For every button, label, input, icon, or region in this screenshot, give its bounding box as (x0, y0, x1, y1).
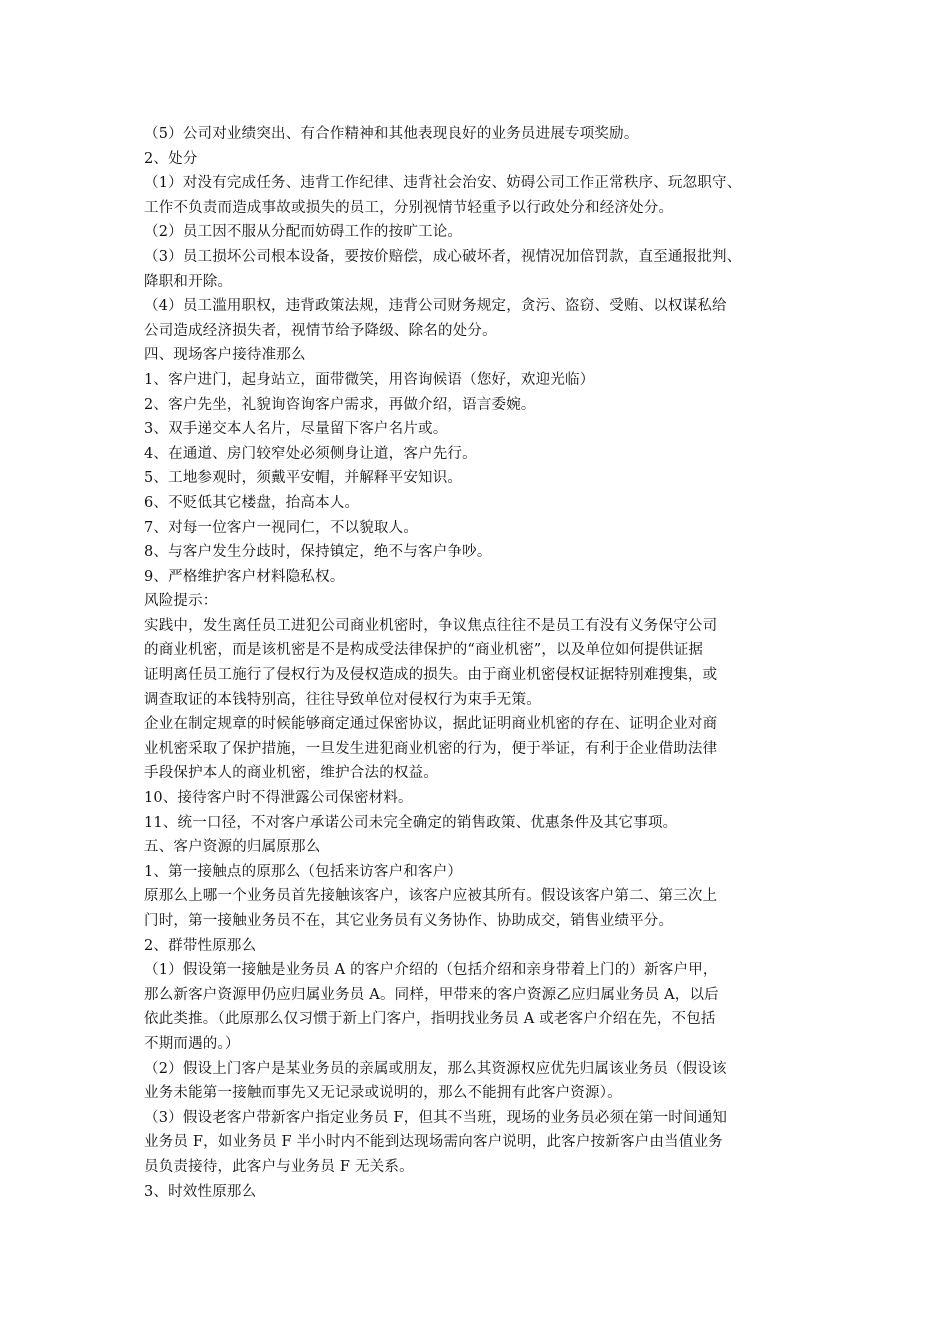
text-line: 工作不负责而造成事故或损失的员工，分别视情节轻重予以行政处分和经济处分。 (144, 199, 674, 216)
text-line: （2）假设上门客户是某业务员的亲属或朋友，那么其资源权应优先归属该业务员（假设该 (144, 1060, 727, 1077)
text-line: 10、接待客户时不得泄露公司保密材料。 (144, 790, 413, 807)
document-page (144, 122, 820, 1204)
text-line: 门时，第一接触业务员不在，其它业务员有义务协作、协助成交，销售业绩平分。 (144, 913, 674, 929)
text-line: 7、对每一位客户一视同仁，不以貌取人。 (144, 519, 419, 536)
text-line: 原那么上哪一个业务员首先接触该客户，该客户应被其所有。假设该客户第二、第三次上 (144, 888, 718, 905)
text-line: 企业在制定规章的时候能够商定通过保密协议，据此证明商业机密的存在、证明企业对商 (144, 716, 718, 733)
text-line: 业机密采取了保护措施，一旦发生进犯商业机密的行为，便于举证，有利于企业借助法律 (144, 740, 718, 757)
text-line: 证明离任员工施行了侵权行为及侵权造成的损失。由于商业机密侵权证据特别难搜集，或 (144, 667, 718, 684)
section-heading: 风险提示： (144, 593, 218, 610)
text-line: 2、客户先坐，礼貌询咨询客户需求，再做介绍，语言委婉。 (144, 396, 536, 413)
text-line: （3）假设老客户带新客户指定业务员 F，但其不当班，现场的业务员必须在第一时间通知 (144, 1109, 728, 1126)
text-line: 业务员 F，如业务员 F 半小时内不能到达现场需向客户说明，此客户按新客户由当值业务 (144, 1134, 723, 1151)
text-line: 5、工地参观时，须戴平安帽，并解释平安知识。 (144, 470, 463, 487)
text-line: 业务未能第一接触而事先又无记录或说明的，那么不能拥有此客户资源）。 (144, 1085, 622, 1102)
text-line: （3）员工损坏公司根本设备，要按价赔偿，成心破坏者，视情况加倍罚款，直至通报批判、 (144, 248, 742, 265)
text-line: （2）员工因不服从分配而妨碍工作的按旷工论。 (144, 224, 463, 241)
text-line: 员负责接待，此客户与业务员 F 无关系。 (144, 1158, 414, 1175)
section-heading: 四、现场客户接待准那么 (144, 347, 306, 364)
text-line: 11、统一口径，不对客户承诺公司未完全确定的销售政策、优惠条件及其它事项。 (144, 814, 678, 831)
text-line: 依此类推。（此原那么仅习惯于新上门客户，指明找业务员 A 或老客户介绍在先，不包括 (144, 1011, 716, 1028)
section-heading: 五、客户资源的归属原那么 (144, 839, 321, 856)
text-line: 6、不贬低其它楼盘，抬高本人。 (144, 494, 360, 511)
text-line: 1、客户进门，起身站立，面带微笑，用咨询候语（您好，欢迎光临） (144, 371, 595, 388)
text-line: 降职和开除。 (144, 273, 233, 290)
text-line: （4）员工滥用职权，违背政策法规，违背公司财务规定，贪污、盗窃、受贿、以权谋私给 (144, 298, 727, 315)
text-line: 1、第一接触点的原那么（包括来访客户和客户） (144, 863, 463, 880)
text-line: （1）对没有完成任务、违背工作纪律、违背社会治安、妨碍公司工作正常秩序、玩忽职守、 (144, 175, 742, 192)
text-line: 公司造成经济损失者，视情节给予降级、除名的处分。 (144, 322, 497, 339)
text-line: 9、严格维护客户材料隐私权。 (144, 568, 345, 585)
text-line: 3、双手递交本人名片，尽量留下客户名片或。 (144, 421, 448, 438)
text-line: 4、在通道、房门较窄处必须侧身让道，客户先行。 (144, 445, 477, 462)
text-line: 8、与客户发生分歧时，保持镇定，绝不与客户争吵。 (144, 544, 492, 561)
text-line: 调查取证的本钱特别高，往往导致单位对侵权行为束手无策。 (144, 691, 541, 708)
text-line: 3、时效性原那么 (144, 1183, 257, 1200)
text-line: 2、群带性原那么 (144, 937, 257, 954)
text-line: （1）假设第一接触是业务员 A 的客户介绍的（包括介绍和亲身带着上门的）新客户甲， (144, 962, 718, 979)
text-line: （5）公司对业绩突出、有合作精神和其他表现良好的业务员进展专项奖励。 (144, 126, 639, 142)
text-line: 手段保护本人的商业机密，维护合法的权益。 (144, 765, 438, 782)
section-heading: 2、处分 (144, 150, 198, 167)
text-line: 实践中，发生离任员工进犯公司商业机密时，争议焦点往往不是员工有没有义务保守公司 (144, 617, 718, 634)
text-line: 不期而遇的。） (144, 1035, 240, 1052)
text-line: 那么新客户资源甲仍应归属业务员 A。同样，甲带来的客户资源乙应归属业务员 A，以后 (144, 986, 719, 1003)
text-line: 的商业机密，而是该机密是不是构成受法律保护的“商业机密”，以及单位如何提供证据 (144, 642, 704, 659)
